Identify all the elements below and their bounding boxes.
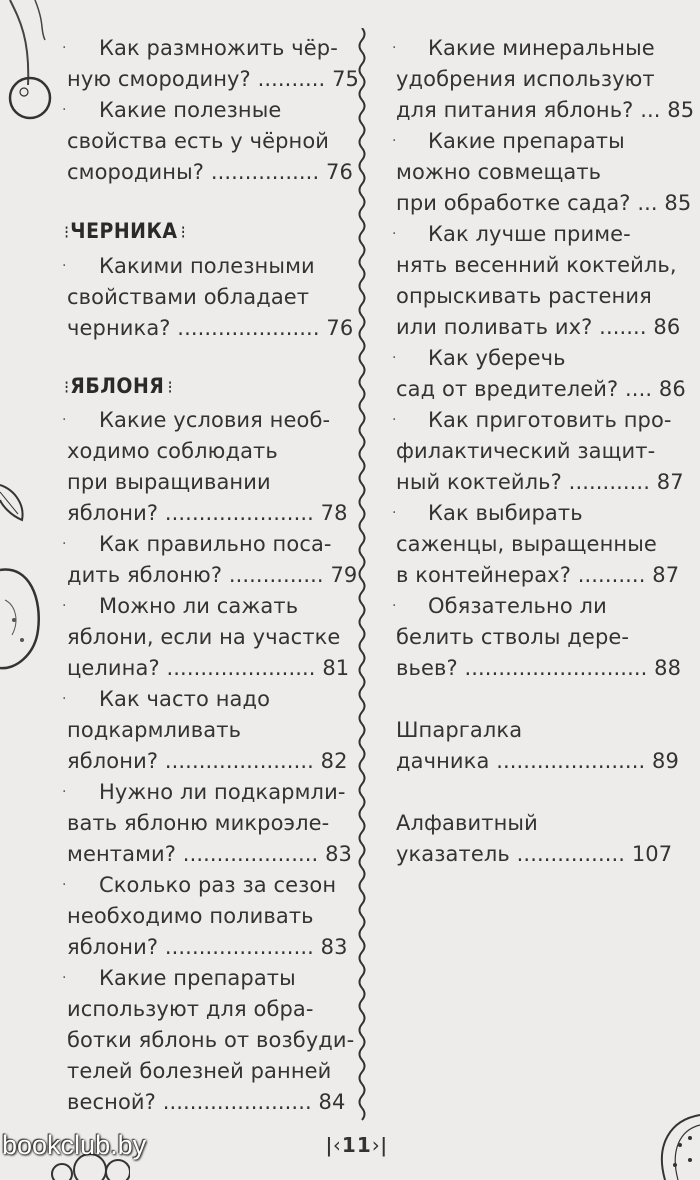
toc-entry-line: нять весенний коктейль, bbox=[396, 253, 677, 277]
toc-entry-line: опрыскивать растения bbox=[396, 284, 652, 308]
bullet-icon: · bbox=[392, 505, 397, 521]
toc-entry-line: подкармливать bbox=[67, 718, 242, 742]
toc-entry-line: Какие препараты bbox=[99, 966, 296, 990]
section-heading-label: ЯБЛОНЯ bbox=[70, 374, 165, 398]
toc-entry-line: филактический защит- bbox=[396, 439, 656, 463]
toc-entry-line: вать яблоню микроэле- bbox=[67, 811, 330, 835]
bullet-icon: · bbox=[392, 350, 397, 366]
toc-entry-line: Как лучше приме- bbox=[428, 222, 631, 246]
cherry-illustration bbox=[0, 0, 60, 130]
toc-entry-line: Нужно ли подкармли- bbox=[99, 780, 346, 804]
toc-entry-line: Какие полезные bbox=[99, 98, 282, 122]
toc-entry-line: ментами? .................... 83 bbox=[67, 842, 353, 866]
ornament-icon: ⁝ bbox=[177, 222, 184, 243]
toc-entry-line: при выращивании bbox=[67, 470, 271, 494]
toc-entry-line: яблони? ...................... 82 bbox=[67, 749, 348, 773]
toc-entry-line: Какими полезными bbox=[99, 254, 315, 278]
toc-entry-line: Какие препараты bbox=[428, 129, 625, 153]
toc-entry-line: необходимо поливать bbox=[67, 904, 314, 928]
toc-entry-line: ный коктейль? ............ 87 bbox=[396, 470, 684, 494]
bullet-icon: · bbox=[62, 784, 67, 800]
ornament-icon: ⁝ bbox=[64, 377, 71, 398]
toc-entry-line: ную смородину? .......... 75 bbox=[67, 67, 360, 91]
toc-entry-line: весной? ...................... 84 bbox=[67, 1090, 346, 1114]
section-heading-label: ЧЕРНИКА bbox=[70, 219, 178, 243]
page-number: ǀ‹11›ǀ bbox=[326, 1133, 388, 1157]
bullet-icon: · bbox=[62, 258, 67, 274]
section-heading-4 bbox=[64, 371, 171, 403]
toc-entry-line: смородины? ................ 76 bbox=[67, 160, 353, 184]
toc-entry-line: целина? ...................... 81 bbox=[67, 656, 350, 680]
toc-entry-line: Какие минеральные bbox=[428, 36, 655, 60]
toc-entry-line: саженцы, выращенные bbox=[396, 532, 657, 556]
bullet-icon: · bbox=[62, 877, 67, 893]
toc-entry-line: яблони? ...................... 78 bbox=[67, 501, 348, 525]
toc-entry-line: используют для обра- bbox=[67, 997, 314, 1021]
toc-entry-line: ботки яблонь от возбуди- bbox=[67, 1028, 355, 1052]
toc-entry-line: Шпаргалка bbox=[396, 718, 523, 742]
ornament-icon: ⁝ bbox=[164, 377, 171, 398]
toc-entry-line: Как уберечь bbox=[428, 346, 566, 370]
toc-entry-line: черника? ..................... 76 bbox=[67, 316, 354, 340]
leaf-illustration bbox=[0, 480, 30, 540]
toc-entry-line: можно совмещать bbox=[396, 160, 602, 184]
ornament-icon: ⁝ bbox=[64, 222, 71, 243]
bullet-icon: · bbox=[62, 970, 67, 986]
toc-entry-line: вьев? ........................... 88 bbox=[396, 656, 682, 680]
toc-entry-line: Как размножить чёр- bbox=[99, 36, 338, 60]
toc-entry-line: Какие условия необ- bbox=[99, 408, 331, 432]
bullet-icon: · bbox=[392, 133, 397, 149]
toc-entry-line: белить стволы дере- bbox=[396, 625, 630, 649]
toc-entry-line: в контейнерах? .......... 87 bbox=[396, 563, 680, 587]
toc-entry-line: или поливать их? ....... 86 bbox=[396, 315, 681, 339]
bullet-icon: · bbox=[62, 412, 67, 428]
toc-entry-line: телей болезней ранней bbox=[67, 1059, 332, 1083]
toc-entry-line: свойствами обладает bbox=[67, 285, 310, 309]
bullet-icon: · bbox=[392, 412, 397, 428]
bullet-icon: · bbox=[62, 536, 67, 552]
strawberry-illustration bbox=[650, 1110, 700, 1180]
bullet-icon: · bbox=[392, 598, 397, 614]
toc-entry-line: Сколько раз за сезон bbox=[99, 873, 337, 897]
toc-entry-line: Можно ли сажать bbox=[99, 594, 299, 618]
toc-entry-line: дачника ...................... 89 bbox=[396, 749, 679, 773]
bullet-icon: · bbox=[62, 40, 67, 56]
toc-entry-line: дить яблоню? .............. 79 bbox=[67, 563, 358, 587]
watermark: bookclub.by bbox=[2, 1130, 147, 1160]
toc-entry-line: яблони, если на участке bbox=[67, 625, 341, 649]
toc-entry-line: Обязательно ли bbox=[428, 594, 607, 618]
bullet-icon: · bbox=[392, 226, 397, 242]
toc-entry-line: удобрения используют bbox=[396, 67, 655, 91]
toc-entry-line: яблони? ...................... 83 bbox=[67, 935, 348, 959]
toc-entry-line: указатель ................ 107 bbox=[396, 842, 673, 866]
toc-entry-line: Как часто надо bbox=[99, 687, 271, 711]
section-heading-2 bbox=[64, 216, 184, 248]
apple-illustration bbox=[0, 560, 45, 680]
toc-entry-line: для питания яблонь? ... 85 bbox=[396, 98, 695, 122]
bullet-icon: · bbox=[62, 598, 67, 614]
toc-entry-line: ходимо соблюдать bbox=[67, 439, 278, 463]
toc-entry-line: сад от вредителей? .... 86 bbox=[396, 377, 686, 401]
toc-entry-line: Как правильно поса- bbox=[99, 532, 332, 556]
bullet-icon: · bbox=[62, 102, 67, 118]
toc-entry-line: Как выбирать bbox=[428, 501, 583, 525]
toc-entry-line: свойства есть у чёрной bbox=[67, 129, 330, 153]
bullet-icon: · bbox=[392, 40, 397, 56]
toc-entry-line: Алфавитный bbox=[396, 811, 538, 835]
toc-entry-line: Как приготовить про- bbox=[428, 408, 672, 432]
toc-entry-line: при обработке сада? ... 85 bbox=[396, 191, 692, 215]
bullet-icon: · bbox=[62, 691, 67, 707]
